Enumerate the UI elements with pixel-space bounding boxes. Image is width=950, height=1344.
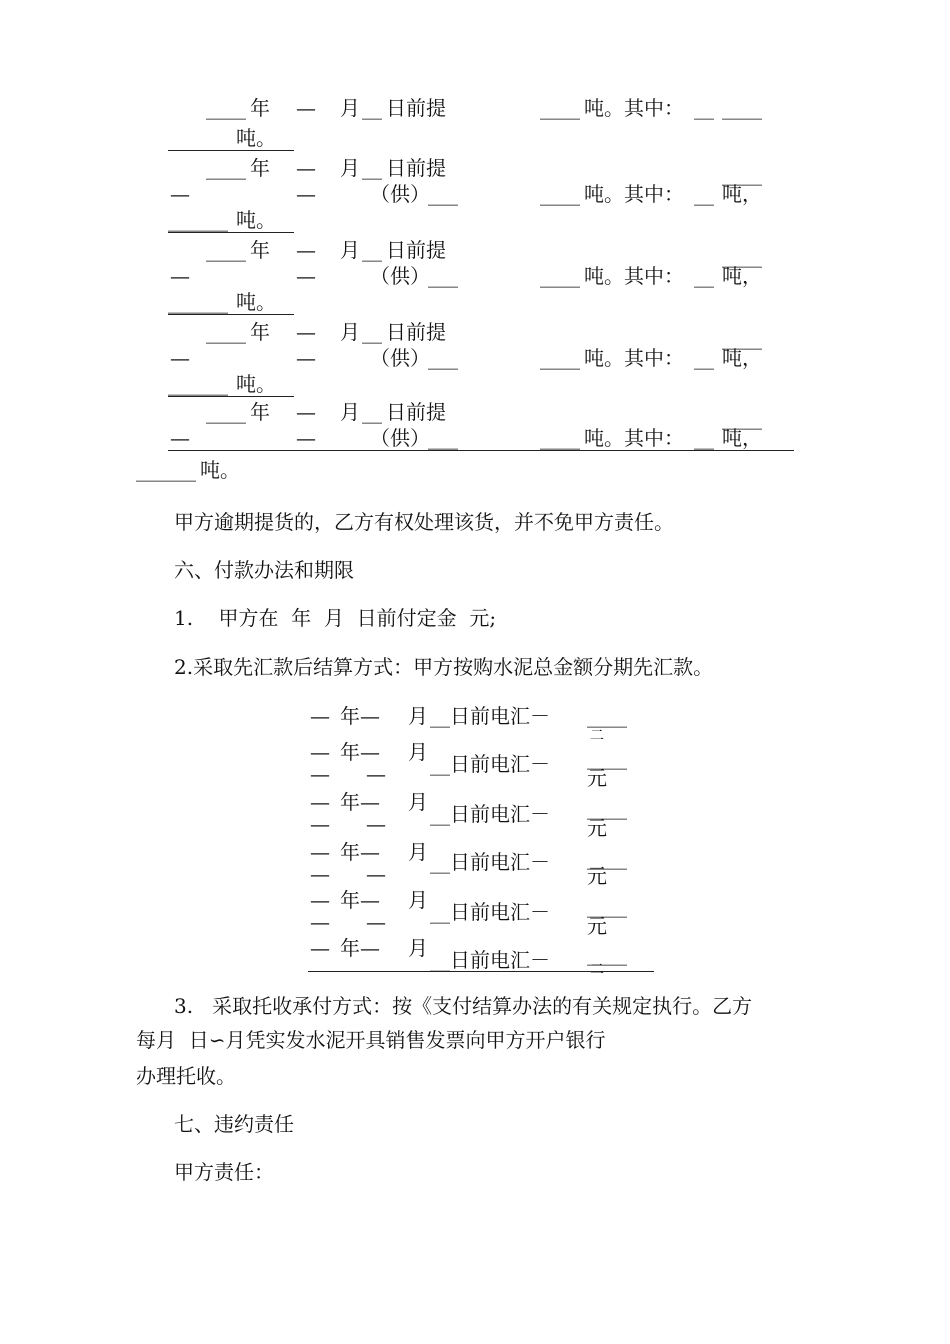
schedule-blank: ______ — [168, 208, 228, 232]
schedule-blank: ___ — [428, 182, 458, 206]
schedule-blank: ______ — [136, 458, 196, 482]
overdue-clause: 甲方逾期提货的，乙方有权处理该货，并不免甲方责任。 — [174, 510, 674, 534]
schedule-supply: （供） — [370, 182, 430, 206]
remit-year: 年— — [340, 790, 380, 814]
schedule-supply: （供） — [370, 346, 430, 370]
remit-dash: — — [310, 910, 330, 934]
schedule-dash: — — [170, 182, 190, 206]
schedule-blank: ____ — [722, 244, 762, 268]
schedule-dash: — — [170, 346, 190, 370]
remit-yuan: 元 — [587, 816, 607, 840]
remit-blank: ____ — [587, 704, 627, 728]
schedule-dash: — — [296, 156, 316, 180]
schedule-ton-end: 吨。 — [236, 290, 276, 314]
remit-year: 年— — [340, 704, 380, 728]
schedule-ton-comma: 吨， — [722, 182, 762, 206]
schedule-blank: ____ — [540, 182, 580, 206]
remit-yuan: 元 — [587, 864, 607, 888]
schedule-year: 年 — [250, 156, 270, 180]
schedule-blank: ___ — [428, 426, 458, 450]
remit-yuan: 元 — [587, 766, 607, 790]
schedule-month: 月 — [340, 400, 360, 424]
remit-table-bottom-line — [308, 971, 654, 972]
remit-yuan: 元 — [587, 914, 607, 938]
payment-item-2: 2.采取先汇款后结算方式：甲方按购水泥总金额分期先汇款。 — [174, 655, 714, 679]
schedule-year: 年 — [250, 320, 270, 344]
schedule-dash: — — [296, 426, 316, 450]
remit-dash: — — [366, 910, 386, 934]
schedule-year: 年 — [250, 238, 270, 262]
remit-day: __日前电汇－ — [430, 900, 550, 924]
schedule-blank: ____ — [722, 406, 762, 430]
schedule-underline — [168, 396, 294, 397]
schedule-dash: — — [170, 426, 190, 450]
schedule-blank: ____ — [540, 346, 580, 370]
schedule-blank: ____ — [722, 162, 762, 186]
remit-month: 月 — [408, 888, 428, 912]
remit-day: __日前电汇－ — [430, 948, 550, 972]
remit-yuan: 二 — [590, 962, 604, 978]
schedule-dash: — — [296, 400, 316, 424]
remit-year: 年— — [340, 936, 380, 960]
payment-item-3-line-2: 每月 日∽月凭实发水泥开具销售发票向甲方开户银行 — [136, 1028, 606, 1052]
schedule-ton-among: 吨。其中： — [584, 346, 684, 370]
payment-item-3-line-1: 3. 采取托收承付方式：按《支付结算办法的有关规定执行。乙方 — [174, 994, 753, 1018]
remit-month: 月 — [408, 740, 428, 764]
schedule-blank: ____ — [206, 400, 246, 424]
schedule-ton-end: 吨。 — [236, 372, 276, 396]
schedule-blank: __ — [694, 264, 714, 288]
remit-dash: — — [310, 936, 330, 960]
remit-blank: ____ — [587, 796, 627, 820]
schedule-blank: __ — [362, 400, 382, 424]
remit-day: __日前电汇－ — [430, 802, 550, 826]
schedule-dash: — — [296, 320, 316, 344]
schedule-supply: （供） — [370, 426, 430, 450]
schedule-underline — [168, 232, 294, 233]
remit-dash: — — [366, 762, 386, 786]
schedule-blank: __ — [362, 156, 382, 180]
schedule-dash: — — [296, 264, 316, 288]
payment-item-3-line-3: 办理托收。 — [136, 1064, 236, 1088]
schedule-month: 月 — [340, 96, 360, 120]
schedule-ton-among: 吨。其中： — [584, 96, 684, 120]
schedule-blank: __ — [362, 238, 382, 262]
remit-day: __日前电汇－ — [430, 752, 550, 776]
schedule-year: 年 — [250, 400, 270, 424]
remit-yuan: 二 — [590, 728, 604, 744]
remit-year: 年— — [340, 840, 380, 864]
remit-month: 月 — [408, 704, 428, 728]
schedule-month: 月 — [340, 156, 360, 180]
schedule-blank: ____ — [206, 156, 246, 180]
remit-blank: ____ — [587, 942, 627, 966]
schedule-ton-among: 吨。其中： — [584, 426, 684, 450]
schedule-underline — [168, 314, 294, 315]
schedule-dash: — — [296, 346, 316, 370]
remit-blank: ____ — [587, 746, 627, 770]
remit-dash: — — [366, 812, 386, 836]
party-a-liability-heading: 甲方责任： — [174, 1160, 274, 1184]
remit-dash: — — [310, 762, 330, 786]
schedule-blank: ____ — [206, 96, 246, 120]
schedule-blank: __ — [694, 182, 714, 206]
schedule-blank: __ — [694, 96, 714, 120]
remit-dash: — — [310, 888, 330, 912]
schedule-ton-comma: 吨， — [722, 426, 762, 450]
schedule-blank: __ — [362, 96, 382, 120]
schedule-blank: ____ — [540, 96, 580, 120]
schedule-ton-end: 吨。 — [200, 458, 240, 482]
schedule-dash: — — [296, 182, 316, 206]
schedule-dash: — — [296, 238, 316, 262]
schedule-dash: — — [170, 264, 190, 288]
remit-year: 年— — [340, 740, 380, 764]
schedule-blank: ____ — [722, 96, 762, 120]
remit-dash: — — [366, 862, 386, 886]
remit-month: 月 — [408, 790, 428, 814]
remit-blank: ____ — [587, 894, 627, 918]
schedule-blank: __ — [362, 320, 382, 344]
remit-dash: — — [310, 704, 330, 728]
payment-item-1: 1. 甲方在 年 月 日前付定金 元; — [174, 606, 497, 630]
remit-month: 月 — [408, 840, 428, 864]
remit-day: __日前电汇－ — [430, 704, 550, 728]
schedule-year: 年 — [250, 96, 270, 120]
schedule-blank: ____ — [722, 326, 762, 350]
section-7-title: 七、违约责任 — [174, 1112, 294, 1136]
section-6-title: 六、付款办法和期限 — [174, 558, 354, 582]
schedule-blank: ____ — [206, 320, 246, 344]
schedule-day-before: 日前提 — [386, 320, 446, 344]
schedule-ton-end: 吨。 — [236, 208, 276, 232]
schedule-blank: ______ — [168, 372, 228, 396]
remit-dash: — — [310, 862, 330, 886]
schedule-ton-among: 吨。其中： — [584, 182, 684, 206]
schedule-supply: （供） — [370, 264, 430, 288]
schedule-blank: ___ — [428, 346, 458, 370]
schedule-day-before: 日前提 — [386, 238, 446, 262]
schedule-ton-end: 吨。 — [236, 126, 276, 150]
schedule-blank: __ — [694, 346, 714, 370]
schedule-blank: ____ — [206, 238, 246, 262]
schedule-day-before: 日前提 — [386, 96, 446, 120]
schedule-dash: — — [296, 96, 316, 120]
schedule-month: 月 — [340, 238, 360, 262]
schedule-blank: ____ — [540, 426, 580, 450]
schedule-ton-comma: 吨， — [722, 264, 762, 288]
schedule-ton-comma: 吨， — [722, 346, 762, 370]
remit-dash: — — [310, 790, 330, 814]
schedule-blank: ____ — [540, 264, 580, 288]
schedule-blank: __ — [694, 426, 714, 450]
remit-month: 月 — [408, 936, 428, 960]
remit-blank: ____ — [587, 846, 627, 870]
schedule-ton-among: 吨。其中： — [584, 264, 684, 288]
remit-dash: — — [310, 840, 330, 864]
remit-dash: — — [310, 812, 330, 836]
remit-dash: — — [310, 740, 330, 764]
schedule-day-before: 日前提 — [386, 400, 446, 424]
schedule-blank: ______ — [168, 290, 228, 314]
schedule-month: 月 — [340, 320, 360, 344]
remit-year: 年— — [340, 888, 380, 912]
schedule-day-before: 日前提 — [386, 156, 446, 180]
schedule-blank: ___ — [428, 264, 458, 288]
schedule-table-bottom-line — [168, 450, 794, 451]
schedule-underline — [168, 150, 294, 151]
remit-day: __日前电汇－ — [430, 850, 550, 874]
